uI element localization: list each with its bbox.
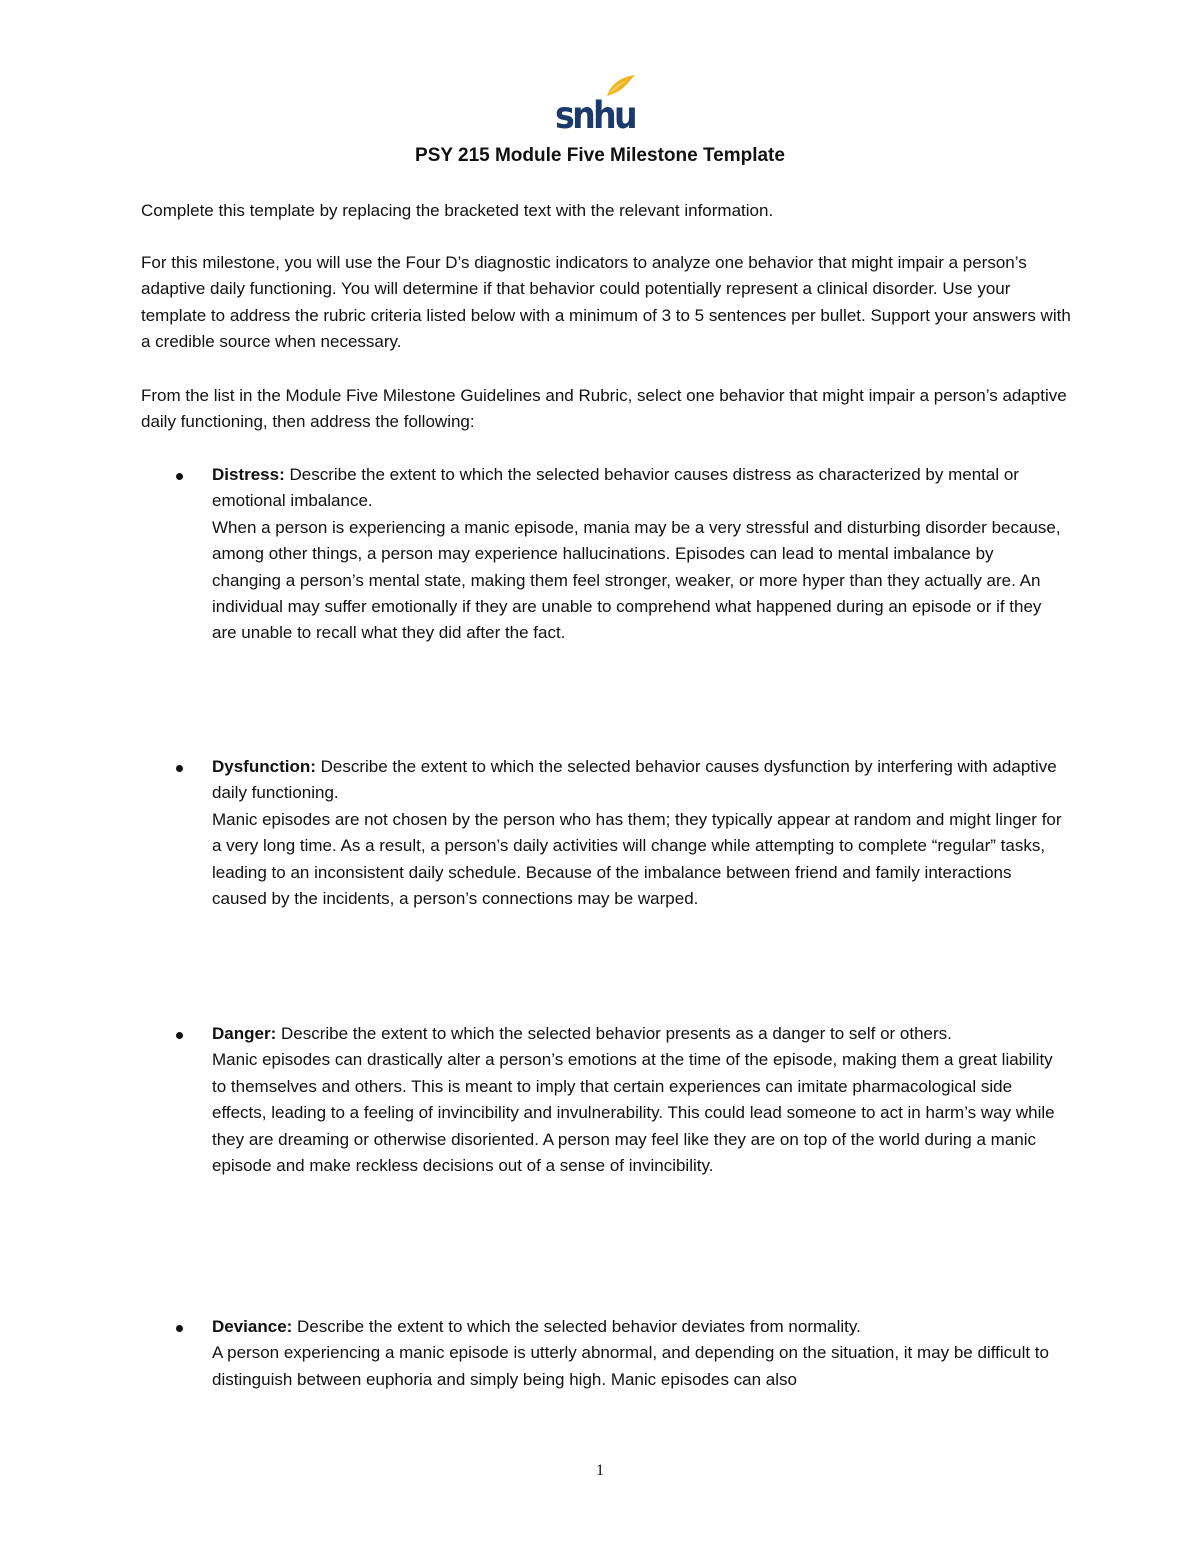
bullet-prompt: Describe the extent to which the selected behavior causes dysfunction by interfering with adaptive daily functioning.	[212, 757, 1057, 803]
bullet-text	[212, 1314, 1062, 1393]
bullet-answer: When a person is experiencing a manic episode, mania may be a very stressful and disturbing disorder because, among other things, a person may experience hallucinations. Episodes can lead to mental imbalance by changing a person’s mental state, making them feel stronger, weaker, or more hyper than they actually are. An individual may suffer emotionally if they are unable to comprehend what happened during an episode or if they are unable to recall what they did after the fact.	[212, 517, 1061, 643]
bullet-label: Deviance:	[212, 1317, 293, 1336]
bullet-dot	[176, 473, 183, 480]
bullet-prompt: Describe the extent to which the selected behavior deviates from normality.	[292, 1317, 861, 1336]
bullet-dot	[176, 765, 183, 772]
bullet-prompt: Describe the extent to which the selected behavior causes distress as characterized by mental or emotional imbalance.	[212, 465, 1019, 511]
intro-paragraph: For this milestone, you will use the Four D’s diagnostic indicators to analyze one behavior that might impair a person’s adaptive daily functioning. You will determine if that behavior could potentially represent a clinical disorder. Use your template to address the rubric criteria listed below with a minimum of 3 to 5 sentences per bullet. Support your answers with a credible source when necessary.	[141, 253, 1071, 352]
bullet-text	[212, 1021, 1062, 1179]
bullet-label: Dysfunction:	[212, 757, 316, 776]
bullet-text	[212, 754, 1062, 912]
bullet-label: Danger:	[212, 1024, 277, 1043]
snhu-logo-icon	[555, 74, 639, 132]
logo-text: snhu	[555, 94, 636, 132]
leaf-icon	[607, 75, 635, 96]
bullet-answer: Manic episodes can drastically alter a person’s emotions at the time of the episode, making them a great liability to themselves and others. This is meant to imply that certain experiences can imitate pharmacological side effects, leading to a feeling of invincibility and invulnerability. This could lead someone to act in harm’s way while they are dreaming or otherwise disoriented. A person may feel like they are on top of the world during a manic episode and make reckless decisions out of a sense of invincibility.	[212, 1050, 1055, 1176]
bullet-label: Distress:	[212, 465, 285, 484]
bullet-dot	[176, 1032, 183, 1039]
bullet-answer: Manic episodes are not chosen by the person who has them; they typically appear at random and might linger for a very long time. As a result, a person’s daily activities will change while attempting to complete “regular” tasks, leading to an inconsistent daily schedule. Because of the imbalance between friend and family interactions caused by the incidents, a person’s connections may be warped.	[212, 809, 1062, 909]
document-title: PSY 215 Module Five Milestone Template	[415, 145, 785, 166]
snhu-logo	[555, 74, 639, 132]
bullet-text	[212, 462, 1062, 647]
bullet-answer: A person experiencing a manic episode is utterly abnormal, and depending on the situation, it may be difficult to distinguish between euphoria and simply being high. Manic episodes can also	[212, 1343, 1049, 1389]
bullet-prompt: Describe the extent to which the selected behavior presents as a danger to self or others.	[276, 1024, 952, 1043]
selection-paragraph: From the list in the Module Five Milestone Guidelines and Rubric, select one behavior that might impair a person’s adaptive daily functioning, then address the following:	[141, 386, 1067, 432]
bullet-dot	[176, 1325, 183, 1332]
instruction-paragraph: Complete this template by replacing the bracketed text with the relevant information.	[141, 201, 774, 220]
page-number: 1	[596, 1462, 604, 1479]
